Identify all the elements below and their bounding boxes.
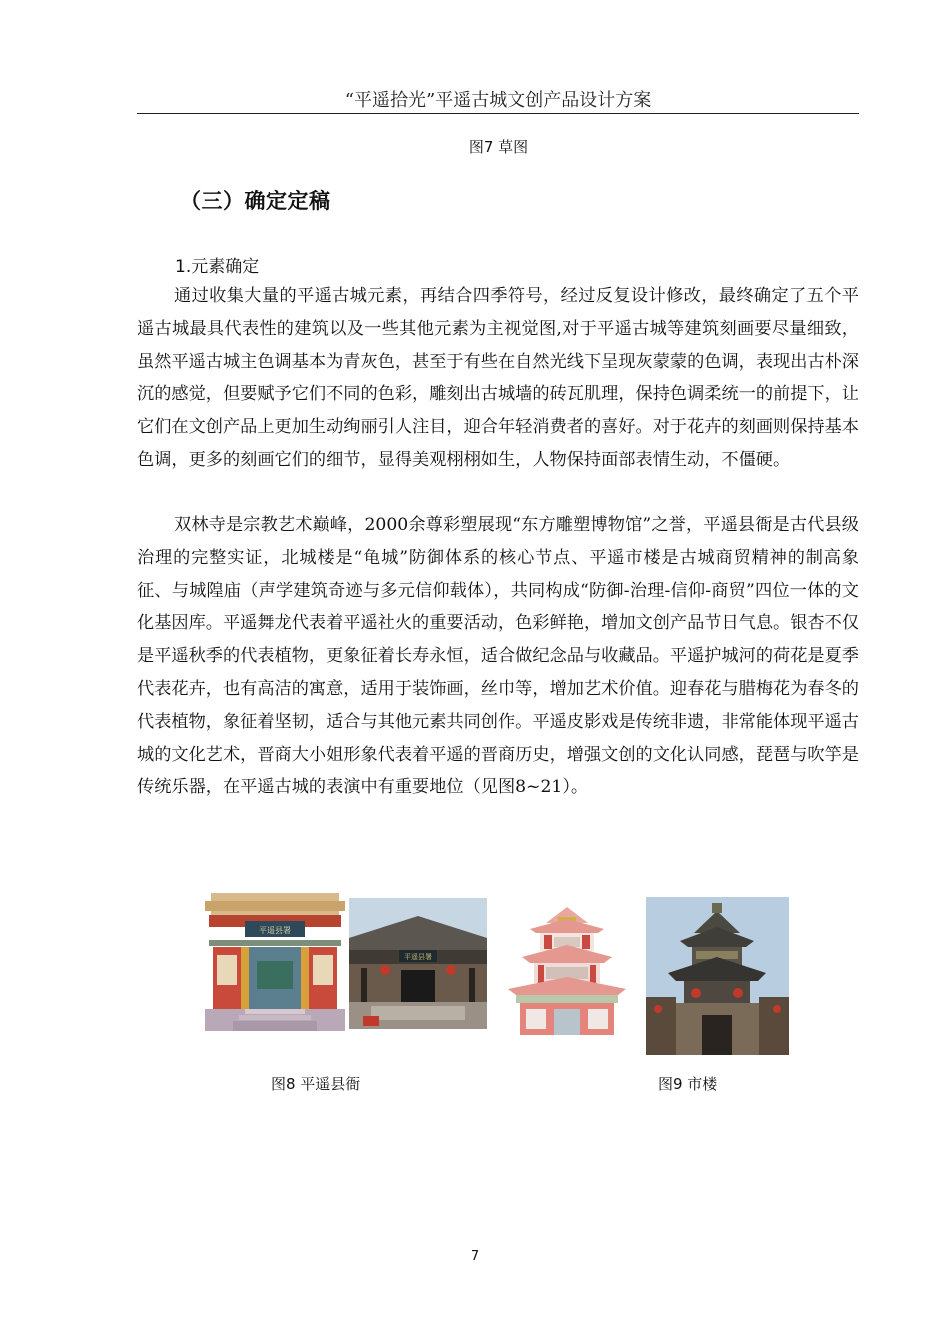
illustration-plaque-text: 平遥县署 <box>259 926 291 935</box>
subsection-title: 1.元素确定 <box>175 257 260 277</box>
section-title: （三）确定定稿 <box>180 189 331 213</box>
market-tower-photo <box>646 897 789 1055</box>
figure-8-caption: 图8 平遥县衙 <box>271 1075 361 1093</box>
figure-9-caption: 图9 市楼 <box>658 1075 718 1093</box>
paragraph-1: 通过收集大量的平遥古城元素，再结合四季符号，经过反复设计修改，最终确定了五个平遥古城最具代表性的建筑以及一些其他元素为主视觉图,对于平遥古城等建筑刻画要尽量细致，虽然平遥古城主色调基本为青灰色，甚至于有些在自然光线下呈现灰蒙蒙的色调，表现出古朴深沉的感觉，但要赋予它们不同的色彩，雕刻出古城墙的砖瓦肌理，保持色调柔统一的前提下，让它们在文创产品上更加生动绚丽引人注目，迎合年轻消费者的喜好。对于花卉的刻画则保持基本色调，更多的刻画它们的细节，显得美观栩栩如生，人物保持面部表情生动，不僵硬。 <box>137 286 859 470</box>
paragraph-2: 双林寺是宗教艺术巅峰，2000余尊彩塑展现“东方雕塑博物馆”之誉，平遥县衙是古代县级治理的完整实证，北城楼是“龟城”防御体系的核心节点、平遥市楼是古城商贸精神的制高象征、与城隍庙（声学建筑奇迹与多元信仰载体），共同构成“防御-治理-信仰-商贸”四位一体的文化基因库。平遥舞龙代表着平遥社火的重要活动，色彩鲜艳，增加文创产品节日气息。银杏不仅是平遥秋季的代表植物，更象征着长寿永恒，适合做纪念品与收藏品。平遥护城河的荷花是夏季代表花卉，也有高洁的寓意，适用于装饰画，丝巾等，增加艺术价值。迎春花与腊梅花为春冬的代表植物，象征着坚韧，适合与其他元素共同创作。平遥皮影戏是传统非遗，非常能体现平遥古城的文化艺术，晋商大小姐形象代表着平遥的晋商历史，增强文创的文化认同感，琵琶与吹竽是传统乐器，在平遥古城的表演中有重要地位（见图8~21）。 <box>137 515 859 798</box>
photo-plaque-text: 平遥县署 <box>404 953 432 961</box>
yamen-illustration <box>205 885 345 1031</box>
market-tower-illustration <box>506 905 628 1035</box>
running-header: “平遥拾光”平遥古城文创产品设计方案 <box>344 90 652 111</box>
figure-7-caption: 图7 草图 <box>468 138 529 156</box>
page-number: 7 <box>470 1249 480 1264</box>
header-rule <box>137 113 859 114</box>
yamen-photo <box>349 898 487 1029</box>
